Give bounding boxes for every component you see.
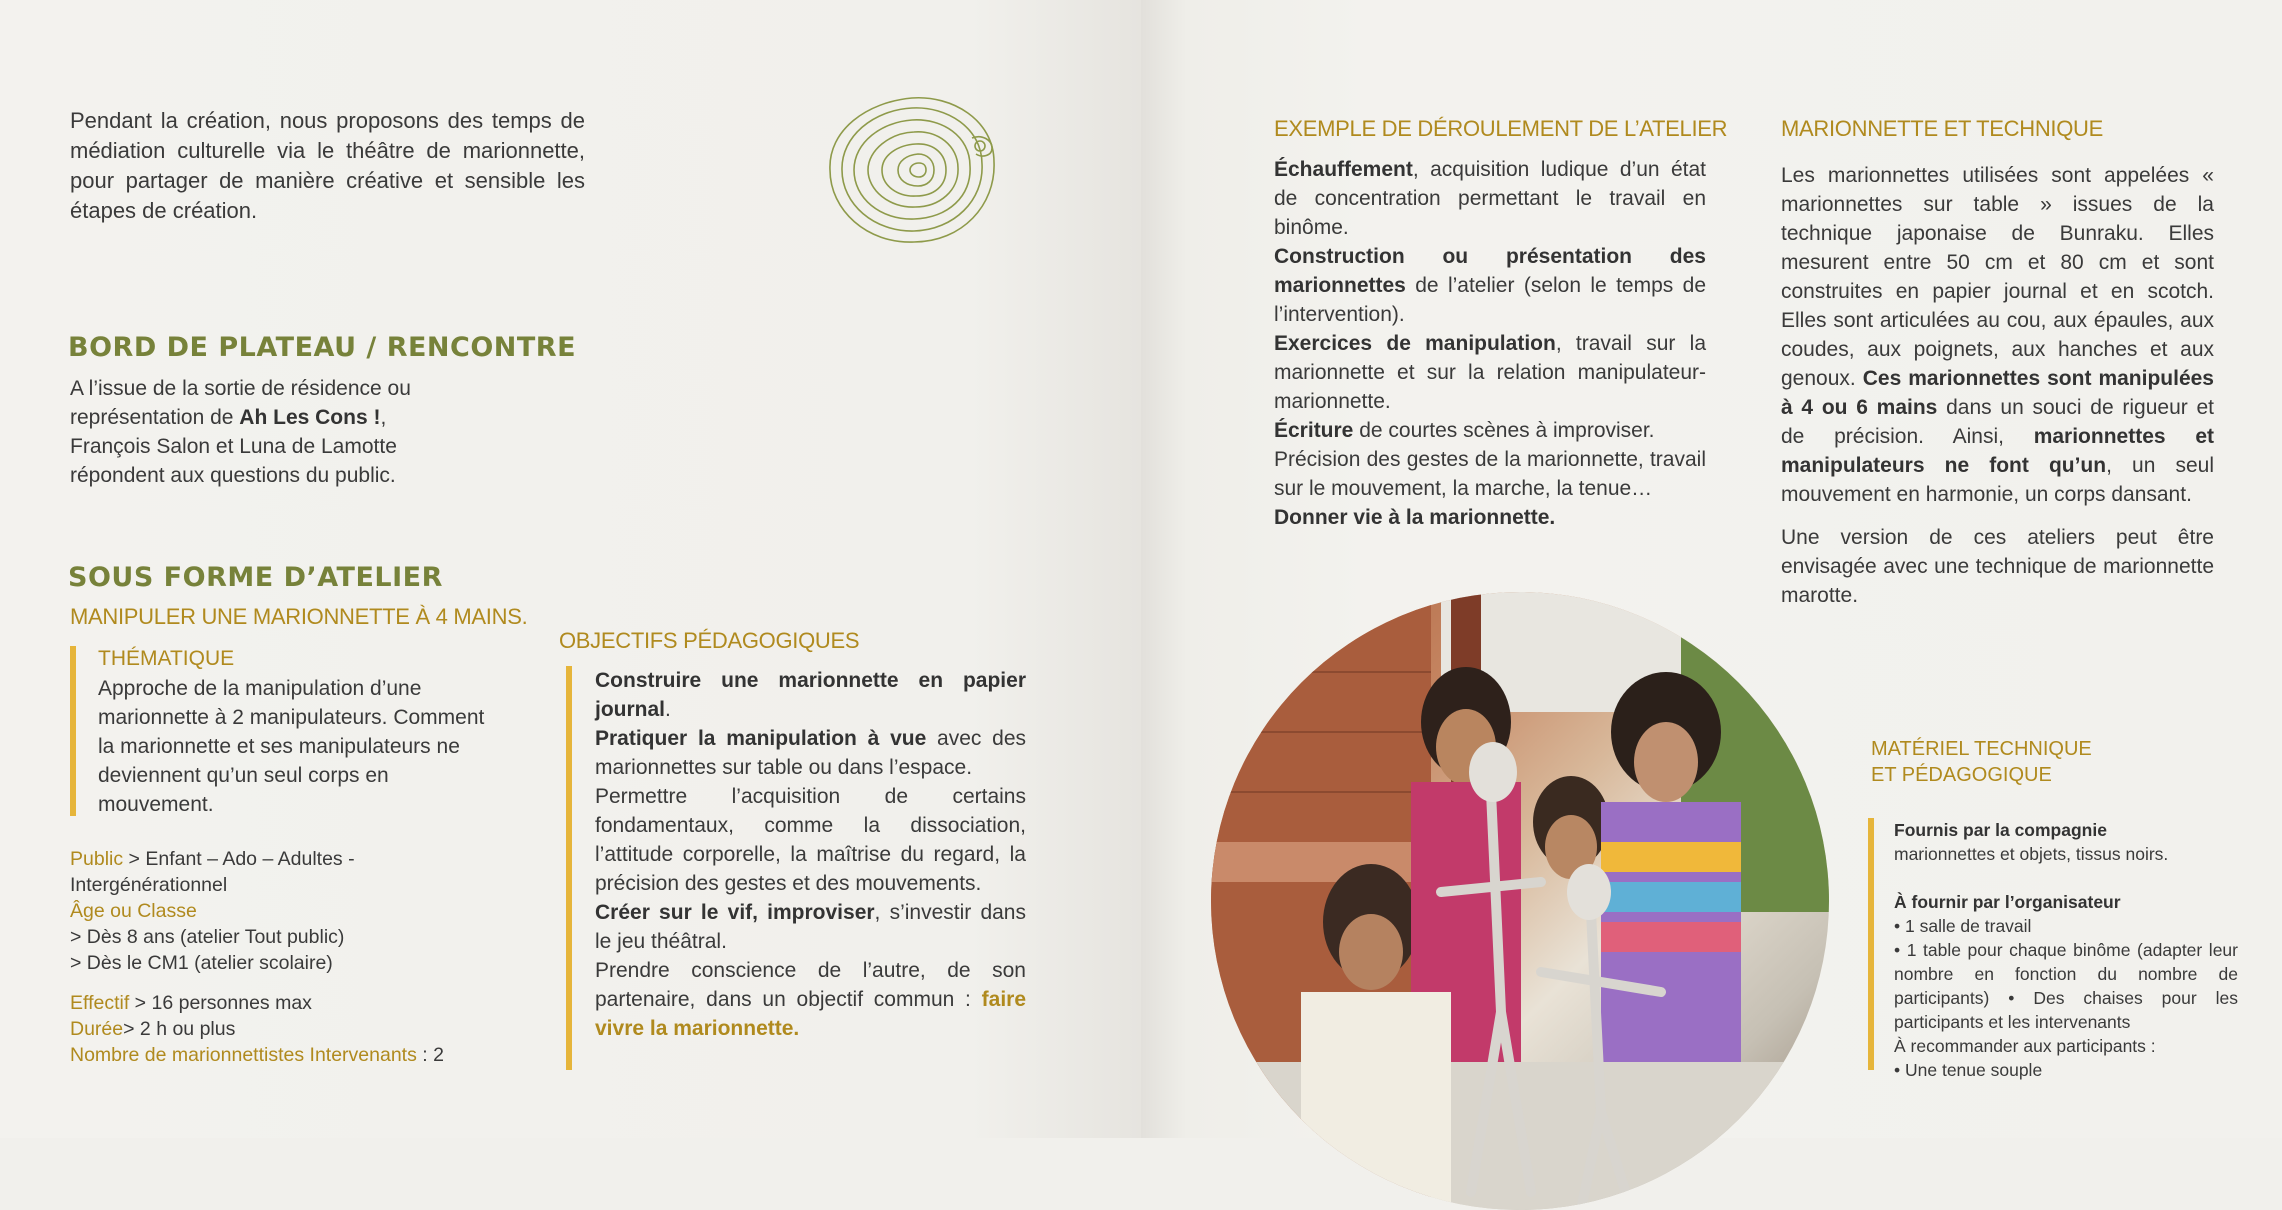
- materiel-block: [1868, 818, 2238, 1080]
- thematique-text: Approche de la manipulation d’une marionnette à 2 manipulateurs. Comment la marionnette et ses manipulateurs ne deviennent qu’un seul corps en mouvement.: [98, 677, 485, 816]
- age-label: Âge ou Classe: [70, 900, 197, 922]
- objectifs-block: [566, 666, 1026, 1070]
- exemple-step-4: Écriture de courtes scènes à improviser.: [1274, 419, 1655, 442]
- objectif-4: Créer sur le vif, improviser, s’investir dans le jeu théâtral.: [595, 901, 1026, 953]
- org-title: À fournir par l’organisateur: [1894, 892, 2121, 912]
- objectif-2: Pratiquer la manipulation à vue avec des marionnettes sur table ou dans l’espace.: [595, 727, 1026, 779]
- exemple-title: EXEMPLE DE DÉROULEMENT DE L’ATELIER: [1274, 116, 1728, 141]
- thematique-title: THÉMATIQUE: [98, 647, 235, 670]
- fournis-text: marionnettes et objets, tissus noirs.: [1894, 844, 2169, 864]
- workshop-photo: [1211, 592, 1829, 1210]
- bord-paragraph: A l’issue de la sortie de résidence ou représentation de Ah Les Cons !, François Salon et Luna de Lamotte répondent aux questions du public.: [70, 377, 411, 487]
- exemple-step-6: Donner vie à la marionnette.: [1274, 506, 1556, 529]
- objectif-5: Prendre conscience de l’autre, de son partenaire, dans un objectif commun : faire vivre la marionnette.: [595, 959, 1026, 1040]
- intro-paragraph: Pendant la création, nous proposons des temps de médiation culturelle via le théâtre de marionnette, pour partager de manière créative et sensible les étapes de création.: [70, 108, 585, 223]
- org-item-4: • Une tenue souple: [1894, 1060, 2043, 1080]
- thematique-block: [70, 646, 493, 816]
- public-line: Public > Enfant – Ado – Adultes - Intergénérationnel: [70, 848, 355, 896]
- exemple-block: [1274, 155, 1706, 532]
- org-item-1: • 1 salle de travail: [1894, 916, 2032, 936]
- fournis-title: Fournis par la compagnie: [1894, 820, 2107, 840]
- atelier-subtitle: MANIPULER UNE MARIONNETTE À 4 MAINS.: [70, 604, 528, 629]
- org-item-2: • 1 table pour chaque binôme (adapter leur nombre en fonction du nombre de participants) • Des chaises pour les participants et les intervenants: [1894, 940, 2238, 1032]
- technique-title: MARIONNETTE ET TECHNIQUE: [1781, 116, 2104, 141]
- exemple-step-1: Échauffement, acquisition ludique d’un état de concentration permettant le travail en binôme.: [1274, 158, 1706, 239]
- objectif-1: Construire une marionnette en papier journal.: [595, 669, 1026, 721]
- effectif-line: Effectif > 16 personnes max: [70, 992, 312, 1014]
- exemple-step-3: Exercices de manipulation, travail sur la marionnette et sur la relation manipulateur-marionnette.: [1274, 332, 1706, 413]
- show-title: Ah Les Cons !: [239, 406, 381, 429]
- bord-title: BORD DE PLATEAU / RENCONTRE: [68, 332, 577, 363]
- org-item-3: À recommander aux participants :: [1894, 1036, 2156, 1056]
- workshop-photo-illustration: [1211, 592, 1829, 1210]
- tree-ring-icon: [822, 90, 1002, 250]
- nombre-line: Nombre de marionnettistes Intervenants : 2: [70, 1044, 444, 1066]
- age-line-1: > Dès 8 ans (atelier Tout public): [70, 926, 345, 948]
- technique-paragraph-1: Les marionnettes utilisées sont appelées « marionnettes sur table » issues de la technique japonaise de Bunraku. Elles mesurent entre 50 cm et 80 cm et sont construites en papier journal et en scotch. Elles sont articulées au cou, aux épaules, aux coudes, aux poignets, aux hanches et aux genoux. Ces marionnettes sont manipulées à 4 ou 6 mains dans un souci de rigueur et de précision. Ainsi, marionnettes et manipulateurs ne font qu’un, un seul mouvement en harmonie, un corps dansant.: [1781, 164, 2214, 506]
- materiel-title: MATÉRIEL TECHNIQUE ET PÉDAGOGIQUE: [1871, 738, 2092, 786]
- exemple-step-5: Précision des gestes de la marionnette, travail sur le mouvement, la marche, la tenue…: [1274, 448, 1706, 500]
- age-line-2: > Dès le CM1 (atelier scolaire): [70, 952, 333, 974]
- technique-block: [1781, 161, 2214, 610]
- technique-paragraph-2: Une version de ces ateliers peut être envisagée avec une technique de marionnette marotte.: [1781, 526, 2214, 607]
- duree-line: Durée> 2 h ou plus: [70, 1018, 236, 1040]
- exemple-step-2: Construction ou présentation des marionnettes de l’atelier (selon le temps de l’intervention).: [1274, 245, 1706, 326]
- atelier-title: SOUS FORME D’ATELIER: [68, 562, 443, 593]
- objectifs-title: OBJECTIFS PÉDAGOGIQUES: [559, 628, 860, 653]
- objectif-3: Permettre l’acquisition de certains fondamentaux, comme la dissociation, l’attitude corporelle, la maîtrise du regard, la précision des gestes et des mouvements.: [595, 785, 1026, 895]
- atelier-info: [70, 846, 444, 1068]
